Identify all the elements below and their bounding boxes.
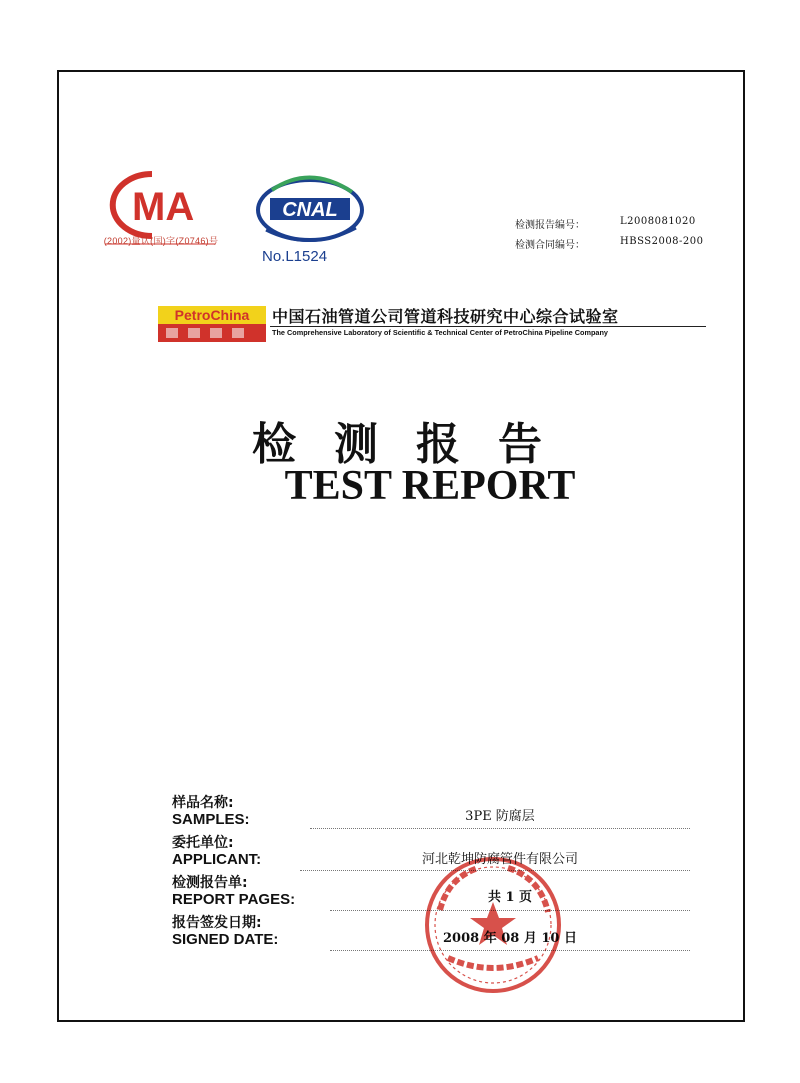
official-seal-stamp: [418, 850, 568, 1000]
petrochina-logo-text: PetroChina: [174, 307, 250, 323]
organization-name-zh: 中国石油管道公司管道科技研究中心综合试验室: [272, 307, 619, 326]
signed-date-label-zh: 报告签发日期:: [172, 915, 262, 931]
report-pages-label-zh: 检测报告单:: [172, 875, 248, 891]
signed-date-label-en: SIGNED DATE:: [172, 931, 279, 948]
cma-certificate-number: (2002)量认(国)字(Z0746)号: [103, 236, 219, 246]
organization-name-en: The Comprehensive Laboratory of Scientific & Technical Center of PetroChina Pipeline Company: [272, 328, 608, 337]
title-en: TEST REPORT: [284, 463, 576, 509]
report-pages-label-en: REPORT PAGES:: [172, 891, 296, 908]
samples-underline: [310, 828, 690, 829]
title-zh: 检测报告: [252, 419, 580, 470]
contract-number-value: HBSS2008-200: [620, 236, 704, 247]
cnal-accreditation-number: No.L1524: [262, 248, 328, 265]
samples-label-zh: 样品名称:: [172, 795, 234, 811]
report-number-value: L2008081020: [620, 216, 696, 227]
contract-number-label: 检测合同编号：: [515, 240, 585, 251]
signed-date-value: 2008 年 08 月 10 日: [443, 931, 577, 946]
header-divider: [270, 326, 706, 327]
petrochina-logo: [158, 306, 266, 342]
cnal-logo: [252, 170, 368, 248]
applicant-label-en: APPLICANT:: [172, 851, 262, 868]
samples-value: 3PE 防腐层: [465, 809, 535, 824]
applicant-value: 河北乾坤防腐管件有限公司: [421, 852, 578, 867]
report-number-label: 检测报告编号：: [515, 220, 585, 231]
report-pages-value: 共 1 页: [487, 890, 533, 905]
samples-label-en: SAMPLES:: [172, 811, 250, 828]
cma-logo-text: MA: [132, 185, 195, 229]
applicant-label-zh: 委托单位:: [172, 835, 234, 851]
cnal-logo-text: CNAL: [282, 199, 338, 221]
